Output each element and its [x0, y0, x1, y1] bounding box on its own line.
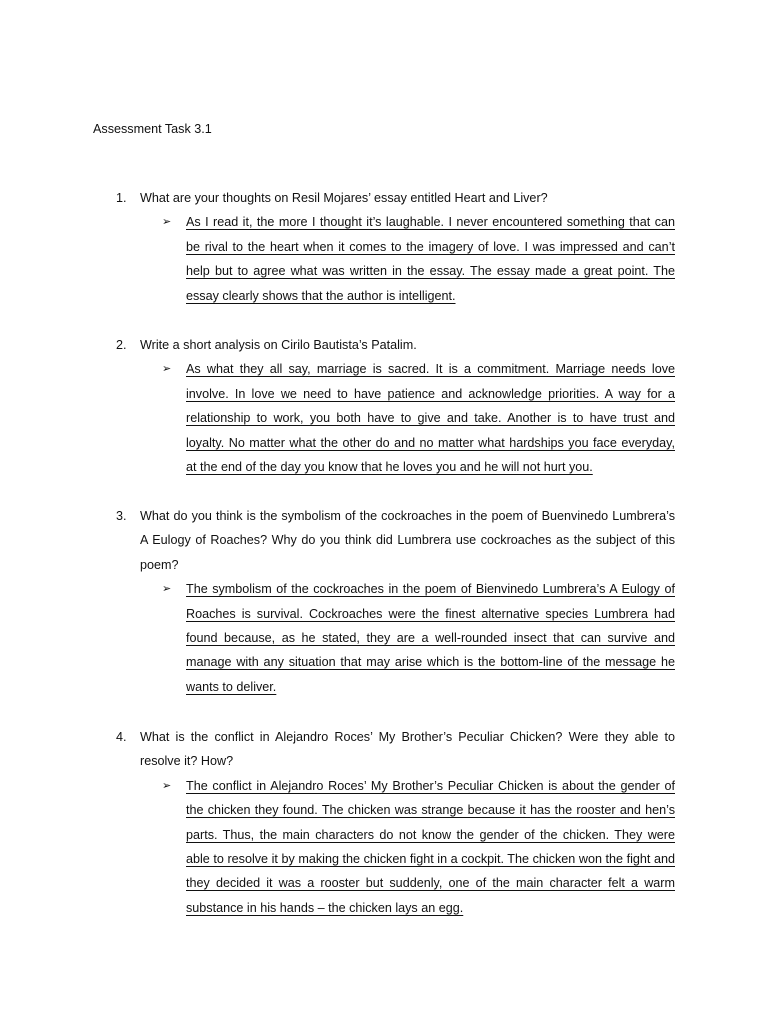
question-number: 4. — [116, 730, 127, 744]
question-block-3 — [116, 504, 675, 699]
question-number: 1. — [116, 191, 127, 205]
question-block-4 — [116, 725, 675, 920]
question-block-2 — [116, 333, 675, 479]
question-text: Write a short analysis on Cirilo Bautista’s Patalim. — [140, 338, 417, 352]
arrow-bullet-icon: ➢ — [162, 216, 172, 229]
answer-body: As what they all say, marriage is sacred. It is a commitment. Marriage needs love involve. In love we need to have patience and acknowledge priorities. A way for a relationship to work, you both have to give and take. Another is to have trust and loyalty. No matter what the other do and no matter what hardships you face everyday, at the end of the day you know that he loves you and he will not hurt you. — [186, 362, 675, 475]
question-number: 2. — [116, 338, 127, 352]
question-number: 3. — [116, 509, 127, 523]
answer-text — [162, 577, 675, 699]
arrow-bullet-icon: ➢ — [162, 583, 172, 596]
answer-text — [162, 357, 675, 479]
answer-text — [162, 774, 675, 920]
answer-body: The conflict in Alejandro Roces’ My Brother’s Peculiar Chicken is about the gender of the chicken they found. The chicken was strange because it has the rooster and hen’s parts. Thus, the main characters do not know the gender of the chicken. They were able to resolve it by making the chicken fight in a cockpit. The chicken won the fight and they decided it was a rooster but suddenly, one of the main character felt a warm substance in his hands – the chicken lays an egg. — [186, 778, 675, 915]
answer-body: As I read it, the more I thought it’s laughable. I never encountered something that can be rival to the heart when it comes to the imagery of love. I was impressed and can’t help but to agree what was written in the essay. The essay made a great point. The essay clearly shows that the author is intelligent. — [186, 215, 675, 303]
document-title: Assessment Task 3.1 — [93, 122, 212, 136]
answer-text — [162, 210, 675, 308]
question-text: What do you think is the symbolism of the cockroaches in the poem of Buenvinedo Lumbrera’s A Eulogy of Roaches? Why do you think did Lumbrera use cockroaches as the subject of this poem? — [140, 509, 675, 572]
arrow-bullet-icon: ➢ — [162, 363, 172, 376]
question-text: What is the conflict in Alejandro Roces’ My Brother’s Peculiar Chicken? Were they able to resolve it? How? — [140, 730, 675, 769]
answer-body: The symbolism of the cockroaches in the poem of Bienvinedo Lumbrera’s A Eulogy of Roaches is survival. Cockroaches were the finest alternative species Lumbrera had found because, as he stated, they are a well-rounded insect that can survive and manage with any situation that may arise which is the bottom-line of the message he wants to deliver. — [186, 582, 675, 694]
question-text: What are your thoughts on Resil Mojares’ essay entitled Heart and Liver? — [140, 191, 548, 205]
question-block-1 — [116, 186, 675, 308]
arrow-bullet-icon: ➢ — [162, 779, 172, 792]
